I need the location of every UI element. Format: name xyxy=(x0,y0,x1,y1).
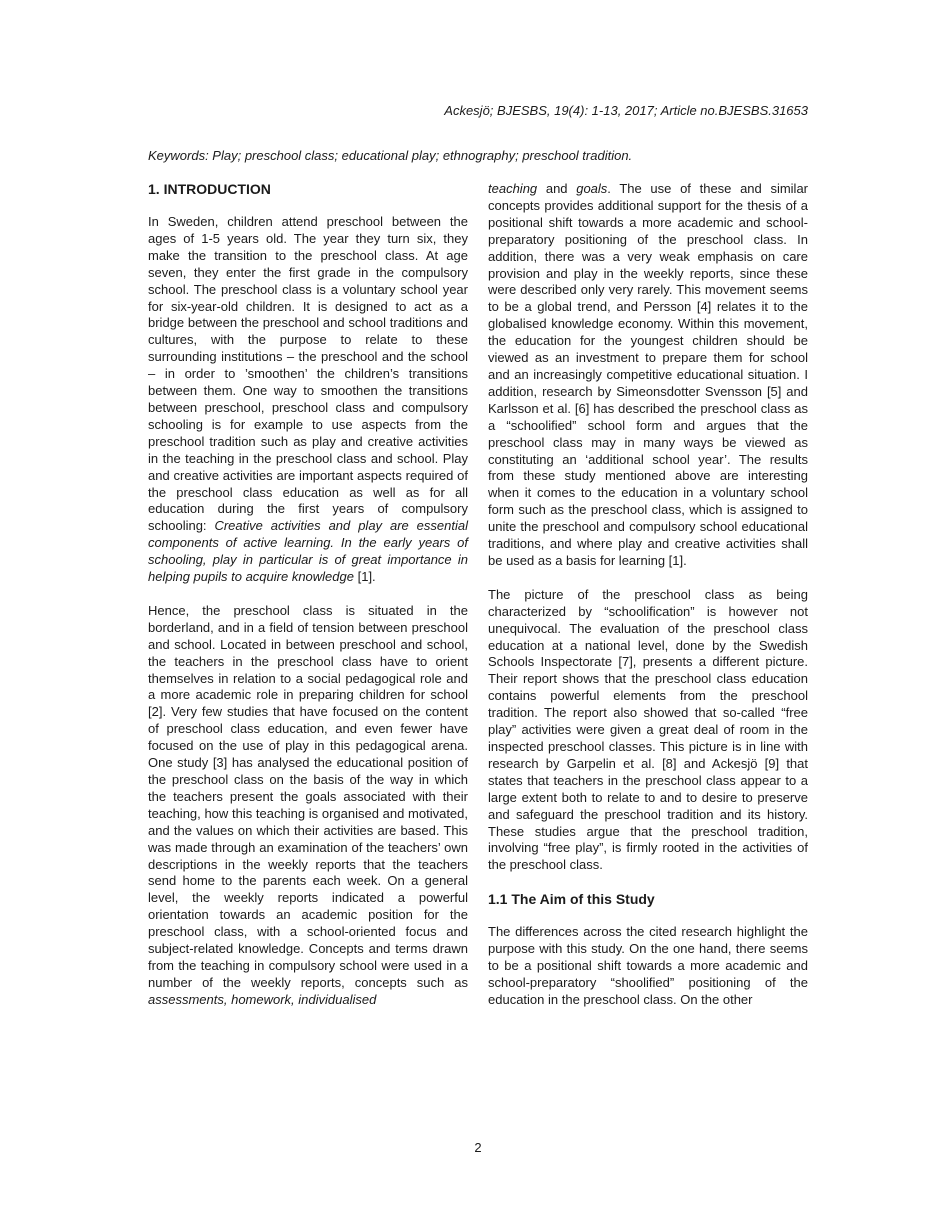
paragraph xyxy=(488,924,808,1009)
paragraph xyxy=(148,214,468,586)
text-run: and xyxy=(537,181,577,196)
keywords-line: Keywords: Play; preschool class; educational play; ethnography; preschool tradition. xyxy=(148,148,633,163)
italic-text-run: Creative activities and play are essential components of active learning. In the early years of schooling, play in particular is of great importance in helping pupils to acquire knowledge xyxy=(148,518,468,585)
text-run: The picture of the preschool class as being characterized by “schoolification” is however not unequivocal. The evaluation of the preschool class education at a national level, done by the Swedish Schools Inspectorate [7], presents a different picture. Their report shows that the preschool class education contains powerful elements from the preschool tradition. The report also showed that so-called “free play” activities were given a great deal of room in the inspected preschool classes. This picture is in line with research by Garpelin et al. [8] and Ackesjö [9] that states that teachers in the preschool class appear to a large extent both to relate to and to desire to preserve and safeguard the preschool tradition and its history. These studies argue that the preschool tradition, involving “free play”, is firmly rooted in the activities of the preschool class. xyxy=(488,586,808,873)
article-body xyxy=(148,181,808,1009)
text-run: The differences across the cited research highlight the purpose with this study. On the one hand, there seems to be a positional shift towards a more academic and school-preparatory “shoolified” positioning of the education in the preschool class. On the other xyxy=(488,924,808,1007)
left-column xyxy=(148,181,468,1009)
right-column xyxy=(488,181,808,1009)
text-run: 1.1 The Aim of this Study xyxy=(488,891,655,908)
paragraph xyxy=(488,587,808,874)
running-header: Ackesjö; BJESBS, 19(4): 1-13, 2017; Article no.BJESBS.31653 xyxy=(444,103,808,118)
text-run: . The use of these and similar concepts provides additional support for the thesis of a positional shift towards a more academic and school-preparatory positioning of the preschool class. In addition, there was a very weak emphasis on care provision and play in the weekly reports, since these were described only very rarely. This movement seems to be a global trend, and Persson [4] relates it to the globalised knowledge economy. Within this movement, the education for the youngest children should be viewed as an investment to prepare them for school and an increasingly competitive educational situation. I addition, research by Simeonsdotter Svensson [5] and Karlsson et al. [6] has described the preschool class as a “schoolified” school form and argues that the preschool class may in many ways be viewed as constituting an ‘additional school year’. The results from these study mentioned above are interesting when it comes to the education in a voluntary school form such as the preschool class, which is assigned to unite the preschool and compulsory school educational traditions, and where play and creative activities shall be used as a basis for learning [1]. xyxy=(488,181,809,568)
italic-text-run: assessments, homework, individualised xyxy=(148,991,377,1007)
page-number: 2 xyxy=(474,1140,482,1155)
text-run: In Sweden, children attend preschool between the ages of 1-5 years old. The year they turn six, they make the transition to the preschool class. At age seven, they enter the first grade in the compulsory school. The preschool class is a voluntary school year for six-year-old children. It is designed to act as a bridge between the preschool and school traditions and cultures, with the purpose to relate to these surrounding institutions – the preschool and the school – in order to ’smoothen’ the children’s transitions between them. One way to smoothen the transitions between preschool, preschool class and compulsory schooling is for example to use aspects from the preschool tradition such as play and creative activities in the teaching in the preschool class and school. Play and creative activities are important aspects required of the preschool class education as well as for all education during the first years of compulsory schooling: xyxy=(148,214,468,534)
italic-text-run: goals xyxy=(576,181,608,196)
paragraph xyxy=(488,181,808,570)
section-heading xyxy=(148,181,468,198)
text-run: 1. INTRODUCTION xyxy=(148,181,271,197)
text-run: [1]. xyxy=(353,569,376,585)
paragraph xyxy=(148,603,468,1009)
italic-text-run: teaching xyxy=(488,181,538,196)
section-heading xyxy=(488,891,808,908)
text-run: Hence, the preschool class is situated in the borderland, and in a field of tension between preschool and school. Located in between preschool and school, the teachers in the preschool class have to orient themselves in relation to a social pedagogical role and a more academic role in preparing children for school [2]. Very few studies that have focused on the content of preschool class education, and even fewer have focused on the use of play in this pedagogical arena. One study [3] has analysed the educational position of the preschool class on the basis of the way in which the teachers present the goals associated with their teaching, how this teaching is organised and motivated, and the values on which their activities are based. This was made through an examination of the teachers’ own descriptions in the weekly reports that the teachers send home to the parents each week. On a general level, the weekly reports indicated a powerful orientation towards an academic position for the preschool class, with a school-oriented focus and subject-related knowledge. Concepts and terms drawn from the teaching in compulsory school were used in a number of the weekly reports, concepts such as xyxy=(148,602,468,990)
